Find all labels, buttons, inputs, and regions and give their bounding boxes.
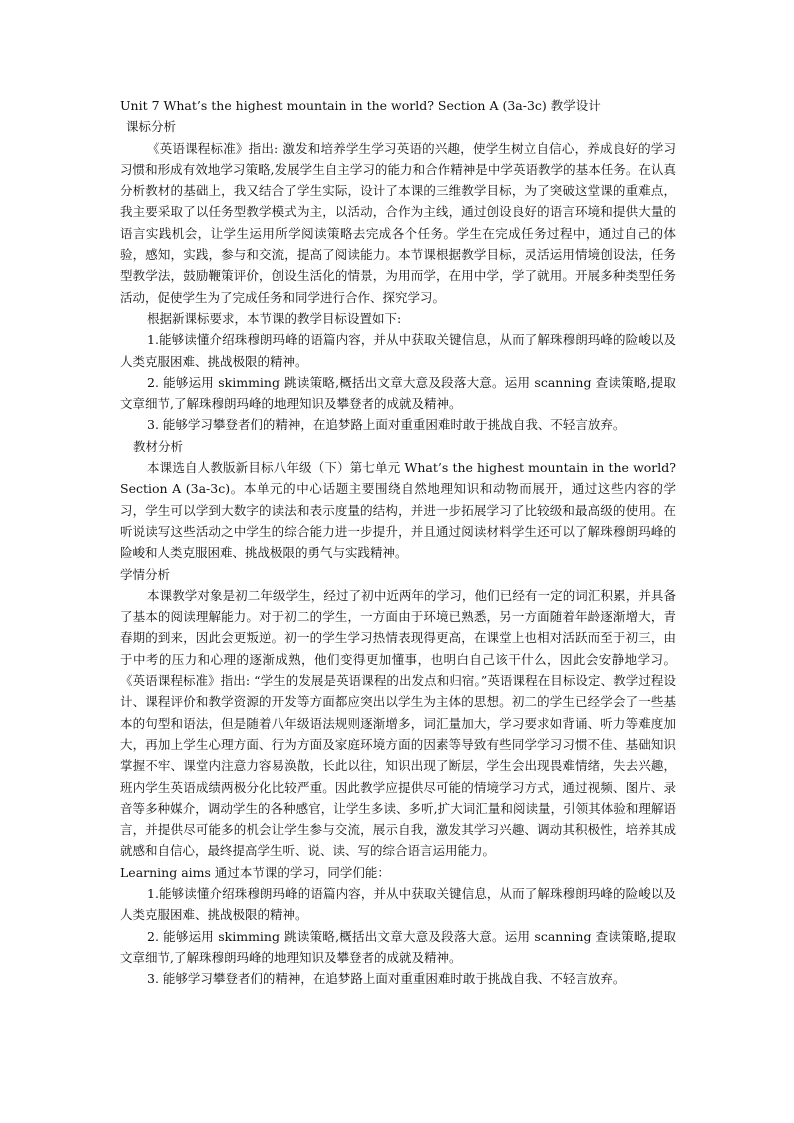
document-page <box>120 95 676 989</box>
curriculum-objectives-intro: 根据新课标要求，本节课的教学目标设置如下: <box>147 310 402 326</box>
curriculum-objective-item: 2. 能够运用 skimming 跳读策略,概括出文章大意及段落大意。运用 scanning 查读策略,提取文章细节,了解珠穆朗玛峰的地理知识及攀登者的成就及精神。 <box>120 374 676 412</box>
curriculum-objective-item: 3. 能够学习攀登者们的精神，在追梦路上面对重重困难时敢于挑战自我、不轻言放弃。 <box>147 417 626 433</box>
heading-curriculum-analysis: 课标分析 <box>126 119 177 135</box>
learning-aim-item: 3. 能够学习攀登者们的精神，在追梦路上面对重重困难时敢于挑战自我、不轻言放弃。 <box>147 971 626 987</box>
learning-aim-item: 1.能够读懂介绍珠穆朗玛峰的语篇内容，并从中获取关键信息，从而了解珠穆朗玛峰的险峻以及人类克服困难、挑战极限的精神。 <box>120 885 676 923</box>
document-title: Unit 7 What’s the highest mountain in the world? Section A (3a-3c) 教学设计 <box>120 98 601 113</box>
curriculum-paragraph: 《英语课程标准》指出: 激发和培养学生学习英语的兴趣，使学生树立自信心，养成良好的学习习惯和形成有效地学习策略,发展学生自主学习的能力和合作精神是中学英语教学的基本任务。在认真分析教材的基础上，我又结合了学生实际，设计了本课的三维教学目标，为了突破这堂课的重难点，我主要采取了以任务型教学模式为主，以活动，合作为主线，通过创设良好的语言环境和提供大量的语言实践机会，让学生运用所学阅读策略去完成各个任务。学生在完成任务过程中，通过自己的体验，感知，实践，参与和交流，提高了阅读能力。本节课根据教学目标，灵活运用情境创设法，任务型教学法，鼓励鞭策评价，创设生活化的情景，为用而学，在用中学，学了就用。开展多种类型任务活动，促使学生为了完成任务和同学进行合作、探究学习。 <box>120 140 676 305</box>
learning-aim-item: 2. 能够运用 skimming 跳读策略,概括出文章大意及段落大意。运用 scanning 查读策略,提取文章细节,了解珠穆朗玛峰的地理知识及攀登者的成就及精神。 <box>120 928 676 965</box>
student-paragraph: 本课教学对象是初二年级学生，经过了初中近两年的学习，他们已经有一定的词汇积累，并具备了基本的阅读理解能力。对于初二的学生，一方面由于环境已熟悉，另一方面随着年龄逐渐增大，青春期的到来，因此会更叛逆。初一的学生学习热情表现得更高，在课堂上也相对活跃而至于初三，由于中考的压力和心理的逐渐成熟，他们变得更加懂事，也明白自己该干什么，因此会安静地学习。《英语课程标准》指出: “学生的发展是英语课程的出发点和归宿。”英语课程在目标设定、教学过程设计、课程评价和教学资源的开发等方面都应突出以学生为主体的思想。初二的学生已经学会了一些基本的句型和语法，但是随着八年级语法规则逐渐增多，词汇量加大，学习要求如背诵、听力等难度加大，再加上学生心理方面、行为方面及家庭环境方面的因素等导致有些同学学习习惯不佳、基础知识掌握不牢、课堂内注意力容易涣散，长此以往，知识出现了断层，学生会出现畏难情绪，失去兴趣，班内学生英语成绩两极分化比较严重。因此教学应提供尽可能的情境学习方式，通过视频、图片、录音等多种媒介，调动学生的各种感官，让学生多读、多听,扩大词汇量和阅读量，引领其体验和理解语言，并提供尽可能多的机会让学生参与交流，展示自我，激发其学习兴趣、调动其积极性，培养其成就感和自信心，最终提高学生听、说、读、写的综合语言运用能力。 <box>120 587 676 859</box>
curriculum-objective-item: 1.能够读懂介绍珠穆朗玛峰的语篇内容，并从中获取关键信息，从而了解珠穆朗玛峰的险峻以及人类克服困难、挑战极限的精神。 <box>120 332 676 369</box>
heading-learning-aims: Learning aims 通过本节课的学习，同学们能： <box>120 864 390 880</box>
textbook-paragraph: 本课选自人教版新目标八年级（下）第七单元 What’s the highest mountain in the world? Section A (3a-3c)。本单元的中心话题主要围绕自然地理知识和动物而展开，通过这些内容的学习，学生可以学到大数字的读法和表示度量的结构，并进一步拓展学习了比较级和最高级的使用。在听说读写这些活动之中学生的综合能力进一步提升，并且通过阅读材料学生还可以了解珠穆朗玛峰的险峻和人类克服困难、挑战极限的勇气与实践精神。 <box>120 460 676 561</box>
heading-student-analysis: 学情分析 <box>120 566 171 582</box>
heading-textbook-analysis: 教材分析 <box>133 438 184 454</box>
